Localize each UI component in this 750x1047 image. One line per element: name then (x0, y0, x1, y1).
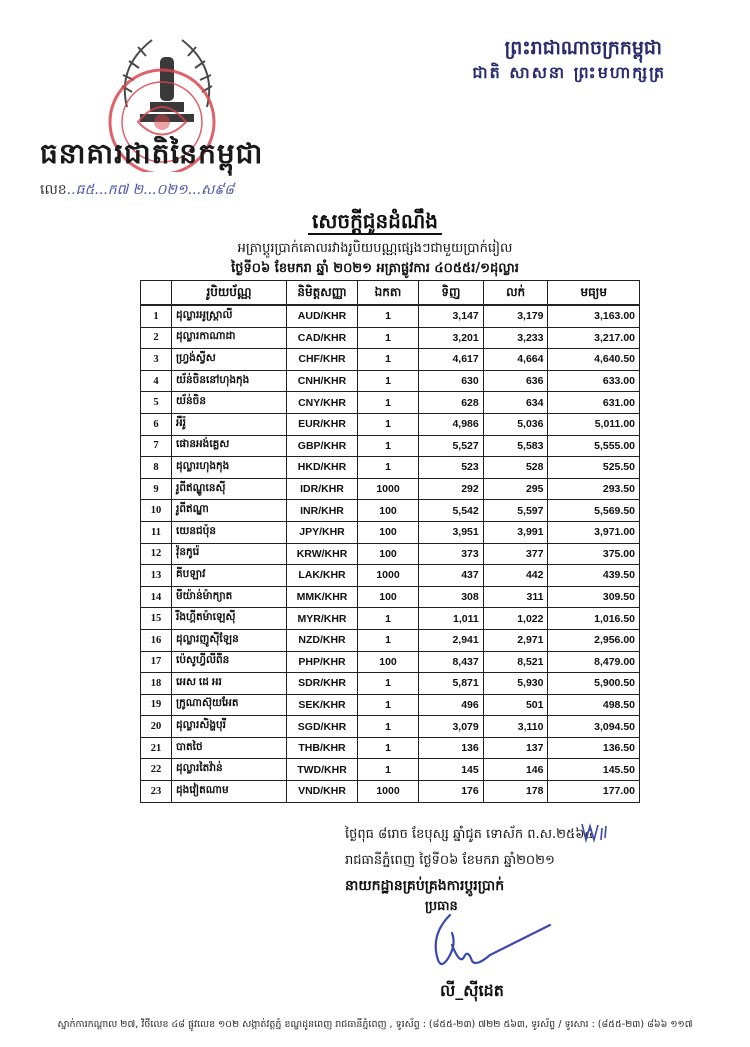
table-row (141, 586, 640, 608)
sell-rate: 634 (483, 392, 548, 414)
currency-unit: 1 (358, 694, 419, 716)
header-buy: ទិញ (419, 281, 484, 306)
sell-rate: 442 (483, 565, 548, 587)
table-row (141, 629, 640, 651)
table-row (141, 500, 640, 522)
sell-rate: 178 (483, 781, 548, 803)
notice-title (0, 208, 750, 238)
currency-unit: 100 (358, 651, 419, 673)
currency-name: ដុល្លារញូស៊ីឡែន (172, 629, 287, 651)
notice-date-line: ថ្ងៃទី០៦ ខែមករា ឆ្នាំ ២០២១ អត្រាផ្លូវការ ៤០៥៥រ/១ដុល្លារ (231, 261, 519, 276)
buy-rate: 1,011 (419, 608, 484, 630)
sell-rate: 4,664 (483, 349, 548, 371)
table-row (141, 435, 640, 457)
currency-unit: 1 (358, 759, 419, 781)
currency-unit: 100 (358, 521, 419, 543)
currency-unit: 1 (358, 349, 419, 371)
currency-symbol: THB/KHR (287, 737, 358, 759)
average-rate: 1,016.50 (548, 608, 640, 630)
average-rate: 5,900.50 (548, 673, 640, 695)
table-row (141, 716, 640, 738)
buy-rate: 4,617 (419, 349, 484, 371)
sell-rate: 311 (483, 586, 548, 608)
currency-unit: 1000 (358, 565, 419, 587)
currency-symbol: SDR/KHR (287, 673, 358, 695)
currency-symbol: HKD/KHR (287, 457, 358, 479)
currency-unit: 1 (358, 305, 419, 327)
currency-name: វ៉ុនកូរ៉េ (172, 543, 287, 565)
row-number: 9 (141, 478, 172, 500)
sell-rate: 501 (483, 694, 548, 716)
currency-symbol: CAD/KHR (287, 327, 358, 349)
currency-symbol: INR/KHR (287, 500, 358, 522)
average-rate: 3,217.00 (548, 327, 640, 349)
sell-rate: 3,233 (483, 327, 548, 349)
buy-rate: 3,079 (419, 716, 484, 738)
notice-title-text: សេចក្តីជូនដំណឹង (308, 209, 442, 235)
header-currency: រូបិយប័ណ្ណ (172, 281, 287, 306)
table-row (141, 565, 640, 587)
currency-symbol: IDR/KHR (287, 478, 358, 500)
currency-name: អេស ដេ អរ (172, 673, 287, 695)
currency-symbol: MMK/KHR (287, 586, 358, 608)
average-rate: 5,011.00 (548, 413, 640, 435)
row-number: 8 (141, 457, 172, 479)
currency-unit: 1 (358, 737, 419, 759)
row-number: 4 (141, 370, 172, 392)
buy-rate: 496 (419, 694, 484, 716)
currency-unit: 1 (358, 457, 419, 479)
row-number: 19 (141, 694, 172, 716)
row-number: 7 (141, 435, 172, 457)
sell-rate: 5,583 (483, 435, 548, 457)
currency-name: រូពីឥណ្ឌា (172, 500, 287, 522)
reference-value: ..ធ៥...ក៧ ២...០២១...ស៩៨ (66, 182, 235, 198)
table-row (141, 478, 640, 500)
row-number: 17 (141, 651, 172, 673)
sell-rate: 3,991 (483, 521, 548, 543)
average-rate: 136.50 (548, 737, 640, 759)
buy-rate: 8,437 (419, 651, 484, 673)
sell-rate: 377 (483, 543, 548, 565)
header-symbol: និមិត្តសញ្ញា (287, 281, 358, 306)
currency-symbol: KRW/KHR (287, 543, 358, 565)
currency-name: យ័ន់ចិននៅហុងកុង (172, 370, 287, 392)
average-rate: 293.50 (548, 478, 640, 500)
average-rate: 5,569.50 (548, 500, 640, 522)
table-row (141, 370, 640, 392)
currency-symbol: CNH/KHR (287, 370, 358, 392)
currency-symbol: AUD/KHR (287, 305, 358, 327)
sell-rate: 3,179 (483, 305, 548, 327)
currency-name: ក្រូណាស៊ុយអែត (172, 694, 287, 716)
kingdom-heading: ព្រះរាជាណាចក្រកម្ពុជា (504, 37, 662, 59)
average-rate: 145.50 (548, 759, 640, 781)
sell-rate: 137 (483, 737, 548, 759)
buy-rate: 145 (419, 759, 484, 781)
table-row (141, 737, 640, 759)
row-number: 14 (141, 586, 172, 608)
table-row (141, 759, 640, 781)
table-body (141, 305, 640, 802)
currency-name: យ័ន់ចិន (172, 392, 287, 414)
average-rate: 631.00 (548, 392, 640, 414)
lunar-date: ថ្ងៃពុធ ៨រោច ខែបុស្ស ឆ្នាំជូត ទោស័ក ព.ស.២៥៦៤ (345, 827, 594, 842)
table-row (141, 673, 640, 695)
currency-unit: 1 (358, 673, 419, 695)
sell-rate: 2,971 (483, 629, 548, 651)
currency-symbol: CNY/KHR (287, 392, 358, 414)
currency-symbol: SEK/KHR (287, 694, 358, 716)
row-number: 13 (141, 565, 172, 587)
table-row (141, 457, 640, 479)
currency-unit: 1 (358, 327, 419, 349)
sell-rate: 8,521 (483, 651, 548, 673)
currency-name: ដុល្លារកាណាដា (172, 327, 287, 349)
currency-name: គីបឡាវ (172, 565, 287, 587)
row-number: 18 (141, 673, 172, 695)
header-unit: ឯកតា (358, 281, 419, 306)
row-number: 10 (141, 500, 172, 522)
handwritten-initials (578, 820, 610, 844)
average-rate: 2,956.00 (548, 629, 640, 651)
row-number: 16 (141, 629, 172, 651)
table-row (141, 694, 640, 716)
buy-rate: 2,941 (419, 629, 484, 651)
buy-rate: 4,986 (419, 413, 484, 435)
average-rate: 375.00 (548, 543, 640, 565)
row-number: 6 (141, 413, 172, 435)
row-number: 2 (141, 327, 172, 349)
sell-rate: 295 (483, 478, 548, 500)
sell-rate: 3,110 (483, 716, 548, 738)
currency-unit: 100 (358, 586, 419, 608)
average-rate: 525.50 (548, 457, 640, 479)
row-number: 12 (141, 543, 172, 565)
issuing-office: នាយកដ្ឋានគ្រប់គ្រងការប្តូរប្រាក់ (345, 878, 505, 894)
average-rate: 309.50 (548, 586, 640, 608)
bank-name: ធនាគារជាតិនៃកម្ពុជា (40, 137, 264, 170)
row-number: 1 (141, 305, 172, 327)
average-rate: 3,094.50 (548, 716, 640, 738)
currency-name: ផោនអង់គ្លេស (172, 435, 287, 457)
average-rate: 8,479.00 (548, 651, 640, 673)
row-number: 5 (141, 392, 172, 414)
signature (420, 905, 560, 985)
currency-unit: 1 (358, 716, 419, 738)
currency-symbol: VND/KHR (287, 781, 358, 803)
table-row (141, 521, 640, 543)
header-average: មធ្យម (548, 281, 640, 306)
place-date: រាជធានីភ្នំពេញ ថ្ងៃទី០៦ ខែមករា ឆ្នាំ២០២១ (345, 853, 555, 868)
buy-rate: 630 (419, 370, 484, 392)
currency-symbol: MYR/KHR (287, 608, 358, 630)
buy-rate: 308 (419, 586, 484, 608)
currency-symbol: LAK/KHR (287, 565, 358, 587)
currency-name: ហ្វ្រង់ស្វីស (172, 349, 287, 371)
currency-name: មីយ៉ាន់ម៉ាក្យាត (172, 586, 287, 608)
currency-symbol: NZD/KHR (287, 629, 358, 651)
notice-subtitle: អត្រាប្តូរប្រាក់គោលរវាងរូបិយបណ្ណផ្សេងៗជាមួយប្រាក់រៀល (237, 241, 513, 256)
currency-symbol: CHF/KHR (287, 349, 358, 371)
sell-rate: 1,022 (483, 608, 548, 630)
currency-name: ដុល្លារតៃវ៉ាន់ (172, 759, 287, 781)
buy-rate: 136 (419, 737, 484, 759)
buy-rate: 292 (419, 478, 484, 500)
average-rate: 4,640.50 (548, 349, 640, 371)
currency-unit: 1 (358, 435, 419, 457)
table-row (141, 413, 640, 435)
sell-rate: 5,597 (483, 500, 548, 522)
sell-rate: 146 (483, 759, 548, 781)
header-no (141, 281, 172, 306)
buy-rate: 5,527 (419, 435, 484, 457)
currency-name: ដុល្លារអូស្ត្រាលី (172, 305, 287, 327)
currency-symbol: SGD/KHR (287, 716, 358, 738)
table-row (141, 608, 640, 630)
row-number: 15 (141, 608, 172, 630)
table-row (141, 392, 640, 414)
currency-name: រូពីឥណ្ឌូនេស៊ី (172, 478, 287, 500)
national-motto: ជាតិ សាសនា ព្រះមហាក្សត្រ (472, 63, 666, 82)
currency-unit: 1 (358, 608, 419, 630)
buy-rate: 5,542 (419, 500, 484, 522)
row-number: 11 (141, 521, 172, 543)
sell-rate: 5,036 (483, 413, 548, 435)
average-rate: 498.50 (548, 694, 640, 716)
table-row (141, 305, 640, 327)
currency-symbol: TWD/KHR (287, 759, 358, 781)
sell-rate: 636 (483, 370, 548, 392)
table-row (141, 781, 640, 803)
currency-symbol: JPY/KHR (287, 521, 358, 543)
currency-name: ដុងវៀតណាម (172, 781, 287, 803)
average-rate: 3,971.00 (548, 521, 640, 543)
buy-rate: 523 (419, 457, 484, 479)
currency-symbol: EUR/KHR (287, 413, 358, 435)
average-rate: 177.00 (548, 781, 640, 803)
reference-number (40, 180, 234, 201)
chief-title: ប្រធាន (425, 899, 458, 914)
currency-unit: 100 (358, 500, 419, 522)
average-rate: 3,163.00 (548, 305, 640, 327)
buy-rate: 628 (419, 392, 484, 414)
table-row (141, 349, 640, 371)
table-row (141, 543, 640, 565)
header-sell: លក់ (483, 281, 548, 306)
average-rate: 5,555.00 (548, 435, 640, 457)
currency-unit: 1000 (358, 478, 419, 500)
currency-unit: 100 (358, 543, 419, 565)
buy-rate: 3,951 (419, 521, 484, 543)
currency-name: អឺរ៉ូ (172, 413, 287, 435)
average-rate: 439.50 (548, 565, 640, 587)
currency-unit: 1 (358, 392, 419, 414)
buy-rate: 437 (419, 565, 484, 587)
currency-symbol: PHP/KHR (287, 651, 358, 673)
currency-symbol: GBP/KHR (287, 435, 358, 457)
currency-name: បាតថៃ (172, 737, 287, 759)
row-number: 23 (141, 781, 172, 803)
currency-name: រីងហ្គីតម៉ាឡេស៊ី (172, 608, 287, 630)
buy-rate: 3,147 (419, 305, 484, 327)
currency-name: ដុល្លារសិង្ហបុរី (172, 716, 287, 738)
row-number: 22 (141, 759, 172, 781)
table-row (141, 327, 640, 349)
row-number: 20 (141, 716, 172, 738)
table-row (141, 651, 640, 673)
sell-rate: 5,930 (483, 673, 548, 695)
currency-name: ប៉េសូហ្វីលីពីន (172, 651, 287, 673)
signer-name: លី_ស៊ីដេត (440, 981, 504, 1000)
buy-rate: 3,201 (419, 327, 484, 349)
table-header-row (141, 281, 640, 306)
currency-unit: 1 (358, 413, 419, 435)
reference-label: លេខ (40, 182, 67, 198)
average-rate: 633.00 (548, 370, 640, 392)
row-number: 21 (141, 737, 172, 759)
row-number: 3 (141, 349, 172, 371)
currency-name: ដុល្លារហុងកុង (172, 457, 287, 479)
currency-unit: 1 (358, 370, 419, 392)
currency-name: យេនជប៉ុន (172, 521, 287, 543)
currency-unit: 1000 (358, 781, 419, 803)
sell-rate: 528 (483, 457, 548, 479)
buy-rate: 373 (419, 543, 484, 565)
buy-rate: 5,871 (419, 673, 484, 695)
bank-address: ស្នាក់ការកណ្តាល ២៧, វិថីលេខ ៤៨ ផ្លូវលេខ ១០២ សង្កាត់វត្តភ្នំ ខណ្ឌដូនពេញ រាជធានីភ្នំពេញ , ទូរស័ព្ទ : (៨៥៥-២៣) ៧២២ ៥៦៣, ទូរស័ព្ទ / ទូរសារ : (៨៥៥-២៣) ៨៦៦ ១១៧ (57, 1019, 693, 1030)
exchange-rate-table (140, 280, 640, 803)
buy-rate: 176 (419, 781, 484, 803)
currency-unit: 1 (358, 629, 419, 651)
